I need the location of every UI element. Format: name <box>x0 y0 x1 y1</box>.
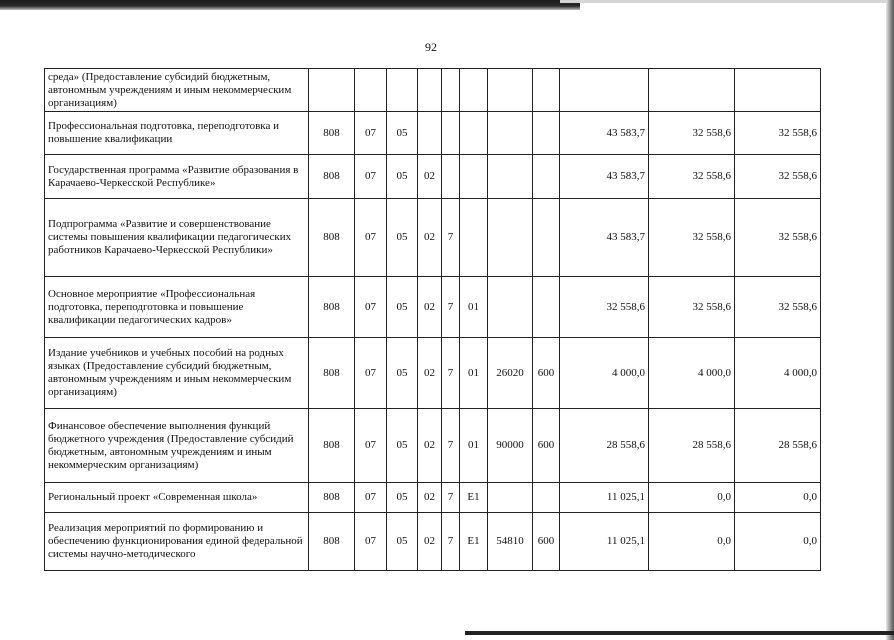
page-number: 92 <box>425 40 437 54</box>
cell-program: 02 <box>418 483 442 513</box>
cell-activity: 01 <box>460 277 488 338</box>
cell-pr: 05 <box>387 112 418 155</box>
scan-edge-bottom <box>465 631 894 635</box>
cell-pr: 05 <box>387 338 418 409</box>
cell-activity <box>460 69 488 112</box>
cell-expense-type: 600 <box>533 409 560 483</box>
cell-sum-year3: 32 558,6 <box>735 199 821 277</box>
cell-sum-year3: 0,0 <box>735 513 821 571</box>
cell-program: 02 <box>418 409 442 483</box>
cell-expense-type <box>533 199 560 277</box>
cell-sum-year2: 32 558,6 <box>649 199 735 277</box>
cell-program: 02 <box>418 277 442 338</box>
cell-sum-year3: 32 558,6 <box>735 112 821 155</box>
table-row <box>45 513 821 571</box>
cell-name: Подпрограмма «Развитие и совершенствование системы повышения квалификации педагогических работников Карачаево-Черкесской Республики» <box>45 199 309 277</box>
cell-name: Финансовое обеспечение выполнения функций бюджетного учреждения (Предоставление субсидий бюджетным, автономным учреждениям и иным некоммерческим организациям) <box>45 409 309 483</box>
cell-activity: E1 <box>460 483 488 513</box>
cell-expense-type: 600 <box>533 338 560 409</box>
cell-activity <box>460 112 488 155</box>
cell-ved: 808 <box>309 513 355 571</box>
cell-program: 02 <box>418 513 442 571</box>
cell-expense-type <box>533 483 560 513</box>
cell-program <box>418 69 442 112</box>
cell-rz: 07 <box>355 155 387 199</box>
cell-rz: 07 <box>355 112 387 155</box>
cell-sum-year1: 28 558,6 <box>560 409 649 483</box>
cell-rz <box>355 69 387 112</box>
cell-expense-type <box>533 155 560 199</box>
cell-subprogram <box>442 69 460 112</box>
cell-subprogram: 7 <box>442 409 460 483</box>
cell-rz: 07 <box>355 513 387 571</box>
table-row <box>45 409 821 483</box>
cell-name: Основное мероприятие «Профессиональная подготовка, переподготовка и повышение квалификации педагогических кадров» <box>45 277 309 338</box>
cell-subprogram: 7 <box>442 199 460 277</box>
cell-sum-year2 <box>649 69 735 112</box>
table-row <box>45 277 821 338</box>
cell-activity: 01 <box>460 338 488 409</box>
cell-sum-year3: 32 558,6 <box>735 155 821 199</box>
table-row <box>45 199 821 277</box>
cell-sum-year3: 0,0 <box>735 483 821 513</box>
cell-name: среда» (Предоставление субсидий бюджетным, автономным учреждениям и иным некоммерческим организациям) <box>45 69 309 112</box>
cell-name: Государственная программа «Развитие образования в Карачаево-Черкесской Республике» <box>45 155 309 199</box>
cell-rz: 07 <box>355 338 387 409</box>
cell-name: Профессиональная подготовка, переподготовка и повышение квалификации <box>45 112 309 155</box>
budget-table <box>44 68 821 571</box>
cell-sum-year2: 32 558,6 <box>649 155 735 199</box>
cell-ved: 808 <box>309 483 355 513</box>
cell-sum-year1: 4 000,0 <box>560 338 649 409</box>
cell-program <box>418 112 442 155</box>
cell-direction <box>488 483 533 513</box>
cell-sum-year3 <box>735 69 821 112</box>
cell-expense-type <box>533 112 560 155</box>
cell-sum-year1: 43 583,7 <box>560 199 649 277</box>
cell-direction: 26020 <box>488 338 533 409</box>
cell-pr: 05 <box>387 155 418 199</box>
cell-pr: 05 <box>387 513 418 571</box>
table-row <box>45 69 821 112</box>
cell-name: Издание учебников и учебных пособий на родных языках (Предоставление субсидий бюджетным, автономным учреждениям и иным некоммерческим организациям) <box>45 338 309 409</box>
cell-subprogram <box>442 155 460 199</box>
cell-direction <box>488 277 533 338</box>
cell-rz: 07 <box>355 199 387 277</box>
cell-ved: 808 <box>309 277 355 338</box>
cell-expense-type <box>533 69 560 112</box>
cell-direction <box>488 69 533 112</box>
cell-pr: 05 <box>387 199 418 277</box>
cell-sum-year3: 32 558,6 <box>735 277 821 338</box>
cell-activity: E1 <box>460 513 488 571</box>
cell-program: 02 <box>418 199 442 277</box>
cell-pr <box>387 69 418 112</box>
table-row <box>45 338 821 409</box>
cell-direction <box>488 199 533 277</box>
cell-pr: 05 <box>387 409 418 483</box>
cell-ved: 808 <box>309 199 355 277</box>
cell-sum-year2: 32 558,6 <box>649 277 735 338</box>
cell-rz: 07 <box>355 483 387 513</box>
cell-activity: 01 <box>460 409 488 483</box>
cell-expense-type: 600 <box>533 513 560 571</box>
cell-pr: 05 <box>387 277 418 338</box>
cell-name: Реализация мероприятий по формированию и обеспечению функционирования единой федеральной системы научно-методического <box>45 513 309 571</box>
cell-sum-year2: 28 558,6 <box>649 409 735 483</box>
scan-edge-top <box>0 0 580 10</box>
cell-activity <box>460 155 488 199</box>
table-row <box>45 112 821 155</box>
cell-direction <box>488 155 533 199</box>
cell-subprogram <box>442 112 460 155</box>
cell-direction: 54810 <box>488 513 533 571</box>
cell-subprogram: 7 <box>442 338 460 409</box>
cell-subprogram: 7 <box>442 513 460 571</box>
cell-program: 02 <box>418 338 442 409</box>
cell-sum-year2: 0,0 <box>649 513 735 571</box>
cell-ved: 808 <box>309 112 355 155</box>
cell-ved: 808 <box>309 409 355 483</box>
cell-sum-year1: 32 558,6 <box>560 277 649 338</box>
cell-sum-year2: 32 558,6 <box>649 112 735 155</box>
cell-sum-year1: 43 583,7 <box>560 112 649 155</box>
cell-subprogram: 7 <box>442 277 460 338</box>
cell-sum-year1 <box>560 69 649 112</box>
cell-sum-year3: 28 558,6 <box>735 409 821 483</box>
cell-sum-year2: 4 000,0 <box>649 338 735 409</box>
cell-rz: 07 <box>355 277 387 338</box>
cell-sum-year1: 11 025,1 <box>560 513 649 571</box>
table-row <box>45 155 821 199</box>
scan-edge-top-right <box>560 0 894 3</box>
cell-program: 02 <box>418 155 442 199</box>
cell-pr: 05 <box>387 483 418 513</box>
cell-activity <box>460 199 488 277</box>
cell-direction <box>488 112 533 155</box>
cell-subprogram: 7 <box>442 483 460 513</box>
cell-ved: 808 <box>309 338 355 409</box>
cell-rz: 07 <box>355 409 387 483</box>
cell-direction: 90000 <box>488 409 533 483</box>
cell-sum-year2: 0,0 <box>649 483 735 513</box>
cell-expense-type <box>533 277 560 338</box>
cell-name: Региональный проект «Современная школа» <box>45 483 309 513</box>
scan-edge-right <box>886 0 894 640</box>
cell-sum-year3: 4 000,0 <box>735 338 821 409</box>
table-row <box>45 483 821 513</box>
cell-ved <box>309 69 355 112</box>
cell-sum-year1: 11 025,1 <box>560 483 649 513</box>
cell-sum-year1: 43 583,7 <box>560 155 649 199</box>
cell-ved: 808 <box>309 155 355 199</box>
